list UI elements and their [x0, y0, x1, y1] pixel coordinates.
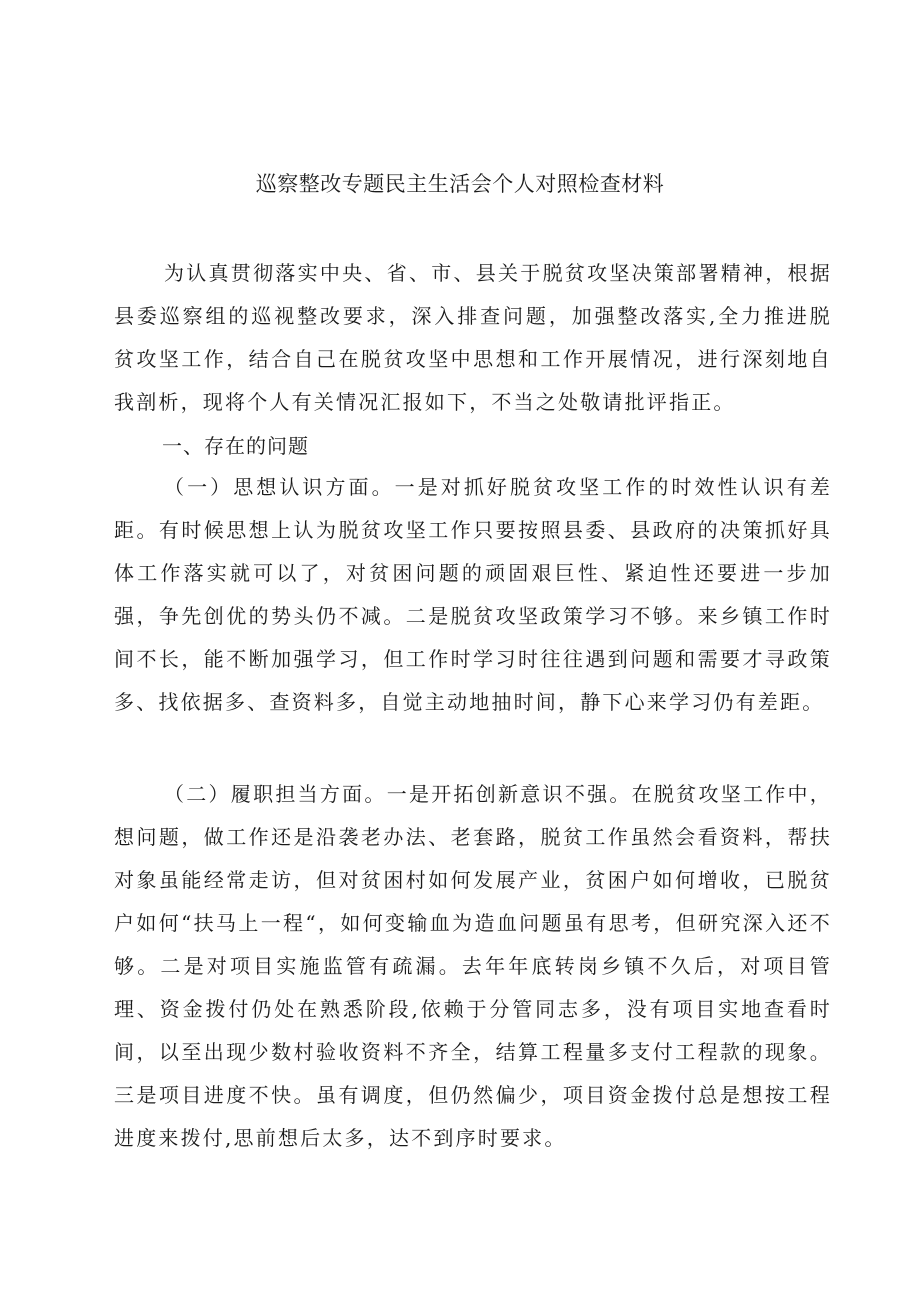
- intro-paragraph: 为认真贯彻落实中央、省、市、县关于脱贫攻坚决策部署精神，根据县委巡察组的巡视整改要求，深入排查问题，加强整改落实,全力推进脱贫攻坚工作，结合自己在脱贫攻坚中思想和工作开展情况，进行深刻地自我剖析，现将个人有关情况汇报如下，不当之处敬请批评指正。: [114, 261, 832, 414]
- document-title: 巡察整改专题民主生活会个人对照检查材料: [255, 172, 665, 196]
- paragraph-ideological-understanding: （一）思想认识方面。一是对抓好脱贫攻坚工作的时效性认识有差距。有时候思想上认为脱贫攻坚工作只要按照县委、县政府的决策抓好具体工作落实就可以了，对贫困问题的顽固艰巨性、紧迫性还要进一步加强，争先创优的势头仍不减。二是脱贫攻坚政策学习不够。来乡镇工作时间不长，能不断加强学习，但工作时学习时往往遇到问题和需要才寻政策多、找依据多、查资料多，自觉主动地抽时间，静下心来学习仍有差距。: [114, 475, 832, 714]
- section-heading-problems: 一、存在的问题: [162, 434, 309, 458]
- paragraph-duty-performance: （二）履职担当方面。一是开拓创新意识不强。在脱贫攻坚工作中，想问题，做工作还是沿袭老办法、老套路，脱贫工作虽然会看资料，帮扶对象虽能经常走访，但对贫困村如何发展产业，贫困户如何增收，已脱贫户如何“扶马上一程“，如何变输血为造血问题虽有思考，但研究深入还不够。二是对项目实施监管有疏漏。去年年底转岗乡镇不久后，对项目管理、资金拨付仍处在熟悉阶段,依赖于分管同志多，没有项目实地查看时间，以至出现少数村验收资料不齐全，结算工程量多支付工程款的现象。三是项目进度不快。虽有调度，但仍然偏少，项目资金拨付总是想按工程进度来拨付,思前想后太多，达不到序时要求。: [114, 782, 832, 1150]
